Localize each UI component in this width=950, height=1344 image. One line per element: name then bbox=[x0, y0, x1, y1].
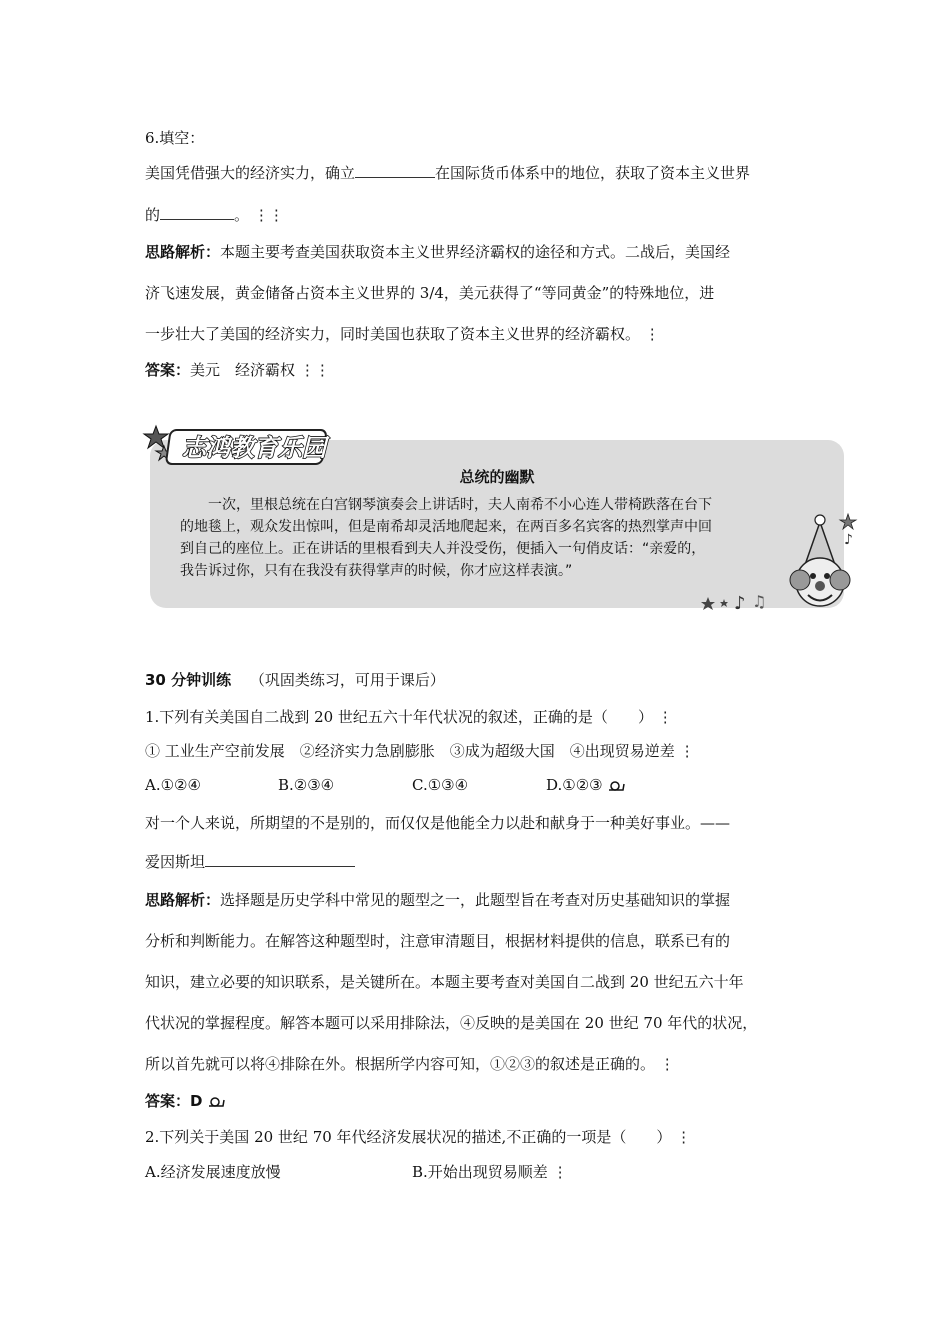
feature-banner-text: 志鸿教育乐园 bbox=[182, 434, 326, 462]
svg-text:♪: ♪ bbox=[844, 532, 853, 548]
feature-title: 总统的幽默 bbox=[459, 468, 535, 486]
q1-analysis-label: 思路解析： bbox=[145, 891, 221, 909]
q1-option-a: A.①②④ bbox=[145, 776, 201, 794]
training-heading-title: 30 分钟训练 bbox=[145, 671, 232, 689]
q6-analysis-2: 济飞速发展，黄金储备占资本主义世界的 3/4，美元获得了“等同黄金”的特殊地位，进 bbox=[145, 284, 715, 302]
blank-1 bbox=[355, 163, 435, 178]
q6-line2-post: 。 bbox=[234, 206, 250, 224]
q1-analysis-text-1: 选择题是历史学科中常见的题型之一，此题型旨在考查对历史基础知识的掌握 bbox=[220, 891, 731, 909]
svg-text:♫: ♫ bbox=[752, 592, 767, 611]
q1-answer-label: 答案： bbox=[145, 1092, 191, 1110]
svg-text:♪: ♪ bbox=[734, 593, 746, 614]
q1-stem bbox=[145, 707, 673, 727]
quote-line-1: 对一个人来说，所期望的不是别的，而仅仅是他能全力以赴和献身于一种美好事业。—— bbox=[145, 814, 731, 832]
clown-icon bbox=[780, 510, 860, 620]
feature-paragraph-line-2: 的地毯上，观众发出惊叫，但是南希却灵活地爬起来，在两百多名宾客的热烈掌声中回 bbox=[180, 519, 712, 535]
q2-options bbox=[145, 1162, 568, 1182]
q1-analysis-mark: ⋮ bbox=[659, 1055, 675, 1073]
q1-answer bbox=[145, 1091, 225, 1111]
q6-answer bbox=[145, 360, 330, 380]
q1-items bbox=[145, 741, 695, 761]
q1-answer-text: D bbox=[190, 1092, 203, 1110]
feature-paragraph-line-3: 到自己的座位上。正在讲话的里根看到夫人并没受伤，便插入一句俏皮话：“亲爱的， bbox=[180, 541, 706, 557]
feature-paragraph-line-1: 一次，里根总统在白宫钢琴演奏会上讲话时，夫人南希不小心连人带椅跌落在台下 bbox=[180, 497, 712, 513]
q6-answer-mark: ⋮⋮ bbox=[299, 361, 330, 379]
q1-stem-mark: ⋮ bbox=[657, 708, 673, 726]
q1-stem-text: 1.下列有关美国自二战到 20 世纪五六十年代状况的叙述，正确的是（ ） bbox=[145, 708, 653, 726]
q6-line1-post: 在国际货币体系中的地位，获取了资本主义世界 bbox=[435, 164, 751, 182]
q1-analysis-1 bbox=[145, 890, 730, 910]
q1-options bbox=[145, 775, 625, 795]
q6-line-2 bbox=[145, 205, 284, 225]
snail-icon bbox=[207, 1096, 225, 1108]
feature-paragraph-line-4: 我告诉过你，只有在我没有获得掌声的时候，你才应这样表演。” bbox=[180, 563, 573, 579]
quote-underline bbox=[205, 852, 355, 867]
q6-analysis-1 bbox=[145, 242, 730, 262]
snail-icon bbox=[607, 780, 625, 792]
feature-banner bbox=[142, 420, 338, 468]
blank-2 bbox=[160, 205, 234, 220]
feature-body bbox=[180, 494, 830, 582]
q1-items-mark: ⋮ bbox=[679, 742, 695, 760]
q1-items-text: ① 工业生产空前发展 ②经济实力急剧膨胀 ③成为超级大国 ④出现贸易逆差 bbox=[145, 742, 675, 760]
q2-stem-text: 2.下列关于美国 20 世纪 70 年代经济发展状况的描述,不正确的一项是（ ） bbox=[145, 1128, 672, 1146]
q6-analysis-text-3: 一步壮大了美国的经济实力，同时美国也获取了资本主义世界的经济霸权。 bbox=[145, 325, 641, 343]
q6-analysis-label: 思路解析： bbox=[145, 243, 221, 261]
q6-answer-text: 美元 经济霸权 bbox=[190, 361, 296, 379]
star-icon bbox=[144, 426, 168, 448]
q1-analysis-5 bbox=[145, 1054, 675, 1074]
q1-option-d: D.①②③ bbox=[546, 776, 603, 794]
q6-answer-label: 答案： bbox=[145, 361, 191, 379]
q6-line1-pre: 美国凭借强大的经济实力，确立 bbox=[145, 164, 356, 182]
q2-stem bbox=[145, 1127, 691, 1147]
training-heading-note: （巩固类练习，可用于课后） bbox=[249, 671, 445, 689]
q2-option-b-mark: ⋮ bbox=[552, 1163, 568, 1181]
q6-line2-mark: ⋮⋮ bbox=[253, 206, 284, 224]
training-heading bbox=[145, 670, 445, 690]
q6-line-1 bbox=[145, 163, 750, 183]
q6-line2-pre: 的 bbox=[145, 206, 161, 224]
q6-title: 6.填空： bbox=[145, 129, 205, 147]
q1-analysis-3: 知识，建立必要的知识联系，是关键所在。本题主要考查对美国自二战到 20 世纪五六十年 bbox=[145, 973, 744, 991]
q2-option-b: B.开始出现贸易顺差 bbox=[412, 1163, 548, 1181]
music-stars-icon bbox=[700, 585, 780, 615]
q6-analysis-mark: ⋮ bbox=[644, 325, 660, 343]
q6-analysis-text-1: 本题主要考查美国获取资本主义世界经济霸权的途径和方式。二战后，美国经 bbox=[220, 243, 731, 261]
q1-option-c: C.①③④ bbox=[412, 776, 469, 794]
quote-line-2 bbox=[145, 852, 355, 872]
quote-author: 爱因斯坦 bbox=[145, 853, 206, 871]
q1-analysis-2: 分析和判断能力。在解答这种题型时，注意审清题目，根据材料提供的信息，联系已有的 bbox=[145, 932, 731, 950]
q1-analysis-text-5: 所以首先就可以将④排除在外。根据所学内容可知，①②③的叙述是正确的。 bbox=[145, 1055, 656, 1073]
q2-option-a: A.经济发展速度放慢 bbox=[145, 1163, 281, 1181]
q1-option-b: B.②③④ bbox=[278, 776, 335, 794]
q1-analysis-4: 代状况的掌握程度。解答本题可以采用排除法，④反映的是美国在 20 世纪 70 年代的状况， bbox=[145, 1014, 758, 1032]
q2-stem-mark: ⋮ bbox=[676, 1128, 692, 1146]
q6-analysis-3 bbox=[145, 324, 660, 344]
